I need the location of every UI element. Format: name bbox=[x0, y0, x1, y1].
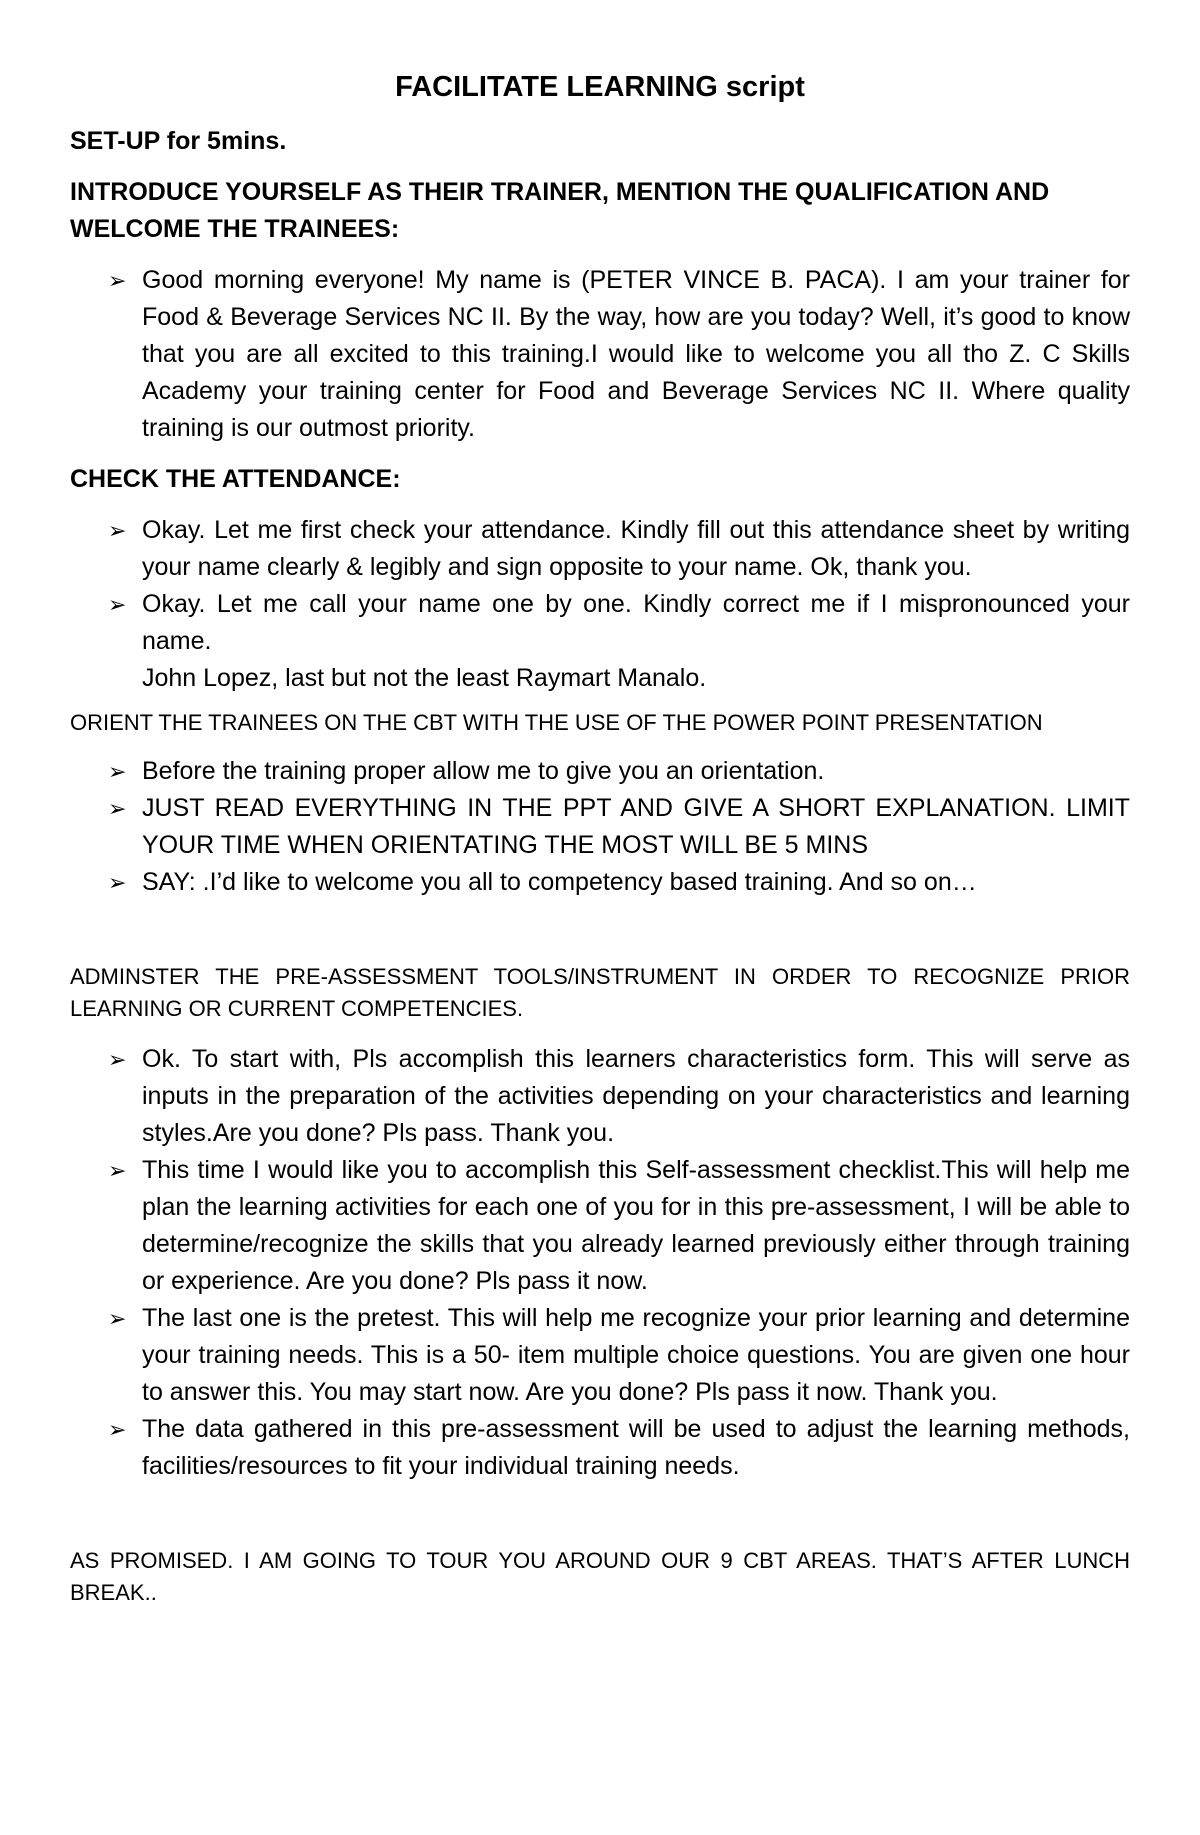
attendance-names-line: John Lopez, last but not the least Raymart Manalo. bbox=[142, 663, 707, 692]
list-item-text: Okay. Let me call your name one by one. Kindly correct me if I mispronounced your name. bbox=[142, 589, 1130, 655]
list-item-text: Ok. To start with, Pls accomplish this learners characteristics form. This will serve as inputs in the preparation of the activities depending on your characteristics and learning styles.Are you done? Pls pass. Thank you. bbox=[142, 1044, 1130, 1147]
document-title: FACILITATE LEARNING script bbox=[395, 71, 805, 103]
intro-heading: INTRODUCE YOURSELF AS THEIR TRAINER, MENTION THE QUALIFICATION AND WELCOME THE TRAINEES: bbox=[70, 177, 1050, 243]
arrowhead-bullet-icon: ➢ bbox=[108, 1046, 127, 1072]
arrowhead-bullet-icon: ➢ bbox=[108, 267, 127, 293]
admin-heading: ADMINSTER THE PRE-ASSESSMENT TOOLS/INSTRUMENT IN ORDER TO RECOGNIZE PRIOR LEARNING OR CURRENT COMPETENCIES. bbox=[70, 963, 1130, 1021]
attendance-list bbox=[70, 512, 1130, 697]
arrowhead-bullet-icon: ➢ bbox=[108, 1305, 127, 1331]
orient-list bbox=[70, 753, 1130, 901]
list-item-text: The data gathered in this pre-assessment will be used to adjust the learning methods, facilities/resources to fit your individual training needs. bbox=[142, 1414, 1130, 1480]
arrowhead-bullet-icon: ➢ bbox=[108, 1157, 127, 1183]
list-item bbox=[70, 586, 1130, 697]
list-item bbox=[70, 790, 1130, 864]
list-item bbox=[70, 753, 1130, 790]
list-item-text: JUST READ EVERYTHING IN THE PPT AND GIVE A SHORT EXPLANATION. LIMIT YOUR TIME WHEN ORIENTATING THE MOST WILL BE 5 MINS bbox=[142, 793, 1130, 859]
tour-note: AS PROMISED. I AM GOING TO TOUR YOU AROUND OUR 9 CBT AREAS. THAT’S AFTER LUNCH BREAK.. bbox=[70, 1547, 1130, 1605]
list-item-text: Before the training proper allow me to give you an orientation. bbox=[142, 756, 825, 785]
list-item bbox=[70, 1411, 1130, 1485]
list-item-text: Good morning everyone! My name is (PETER VINCE B. PACA). I am your trainer for Food & Beverage Services NC II. By the way, how are you today? Well, it’s good to know that you are all excited to this training.I would like to welcome you all tho Z. C Skills Academy your training center for Food and Beverage Services NC II. Where quality training is our outmost priority. bbox=[142, 265, 1130, 442]
orient-heading: ORIENT THE TRAINEES ON THE CBT WITH THE USE OF THE POWER POINT PRESENTATION bbox=[70, 709, 1043, 735]
setup-line: SET-UP for 5mins. bbox=[70, 126, 287, 155]
list-item bbox=[70, 1041, 1130, 1152]
list-item bbox=[70, 262, 1130, 447]
list-item bbox=[70, 512, 1130, 586]
arrowhead-bullet-icon: ➢ bbox=[108, 795, 127, 821]
arrowhead-bullet-icon: ➢ bbox=[108, 591, 127, 617]
arrowhead-bullet-icon: ➢ bbox=[108, 1416, 127, 1442]
list-item bbox=[70, 1152, 1130, 1300]
list-item-text: The last one is the pretest. This will help me recognize your prior learning and determine your training needs. This is a 50- item multiple choice questions. You are given one hour to answer this. You may start now. Are you done? Pls pass it now. Thank you. bbox=[142, 1303, 1130, 1406]
intro-list bbox=[70, 262, 1130, 447]
list-item bbox=[70, 1300, 1130, 1411]
arrowhead-bullet-icon: ➢ bbox=[108, 869, 127, 895]
list-item-text: This time I would like you to accomplish this Self-assessment checklist.This will help me plan the learning activities for each one of you for in this pre-assessment, I will be able to determine/recognize the skills that you already learned previously either through training or experience. Are you done? Pls pass it now. bbox=[142, 1155, 1130, 1295]
list-item-text: Okay. Let me first check your attendance. Kindly fill out this attendance sheet by writing your name clearly & legibly and sign opposite to your name. Ok, thank you. bbox=[142, 515, 1130, 581]
arrowhead-bullet-icon: ➢ bbox=[108, 517, 127, 543]
attendance-heading: CHECK THE ATTENDANCE: bbox=[70, 464, 401, 493]
admin-list bbox=[70, 1041, 1130, 1485]
list-item bbox=[70, 864, 1130, 901]
list-item-text: SAY: .I’d like to welcome you all to competency based training. And so on… bbox=[142, 867, 977, 896]
arrowhead-bullet-icon: ➢ bbox=[108, 758, 127, 784]
